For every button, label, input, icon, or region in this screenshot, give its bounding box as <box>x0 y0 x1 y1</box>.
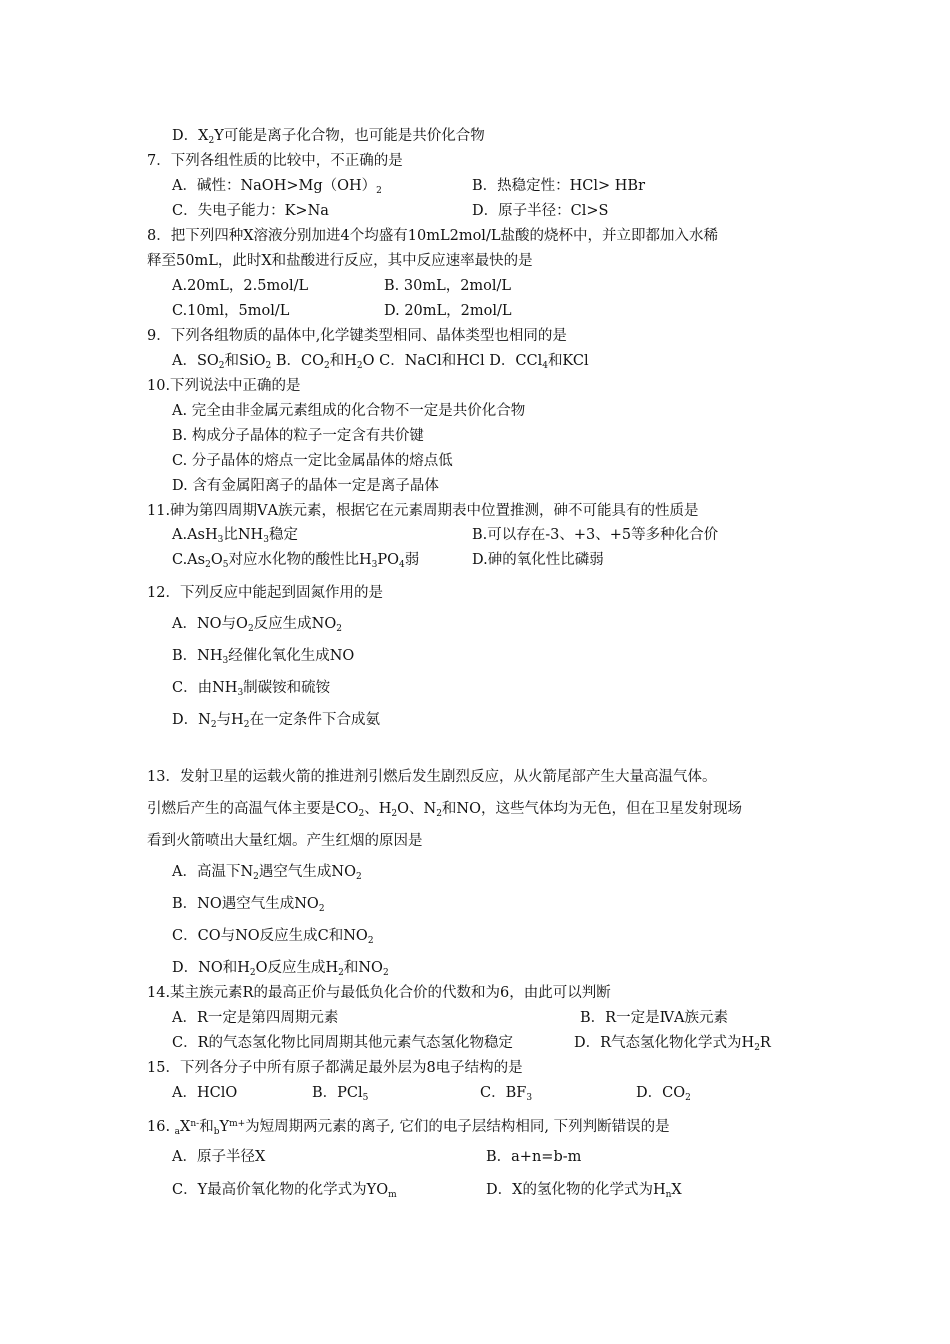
q11-option-b: B.可以存在-3、+3、+5等多种化合价 <box>472 527 719 543</box>
q13-option-d: D．NO和$H_2O$反应生成$H_2$和$NO_2$ <box>172 960 389 978</box>
q16-option-b: B．a+n=b-m <box>486 1149 582 1165</box>
q16-option-c: C．Y最高价氧化物的化学式为$YO_m$ <box>172 1182 397 1200</box>
q8-stem-line1: 8．把下列四种X溶液分别加进4个均盛有10mL2mol/L盐酸的烧杯中，并立即都加入水稀 <box>147 228 718 244</box>
q12-option-c: C．由$NH_3$制碳铵和硫铵 <box>172 680 331 698</box>
q9-options: A．$SO_2$和SiO$_2$ B．$CO_2$和$H_2O$ C．NaCl和HCl D．CCl$_4$和KCl <box>172 353 589 371</box>
q7-option-b: B．热稳定性：HCl> HBr <box>472 178 646 194</box>
q14-stem: 14.某主族元素R的最高正价与最低负化合价的代数和为6，由此可以判断 <box>147 985 611 1001</box>
q8-stem-line2: 释至50mL，此时X和盐酸进行反应，其中反应速率最快的是 <box>147 253 533 269</box>
q12-option-d: D．$N_2$与$H_2$在一定条件下合成氨 <box>172 712 380 730</box>
q10-stem: 10.下列说法中正确的是 <box>147 378 301 394</box>
q15-option-a: A．HClO <box>172 1085 238 1101</box>
q13-stem-line3: 看到火箭喷出大量红烟。产生红烟的原因是 <box>147 833 423 849</box>
q13-stem-line2: 引燃后产生的高温气体主要是$CO_2$、$H_2O$、$N_2$和NO，这些气体均为无色，但在卫星发射现场 <box>147 801 742 819</box>
q14-option-a: A．R一定是第四周期元素 <box>172 1010 339 1026</box>
q11-option-c: $C.As_2O_5$对应水化物的酸性比$H_3PO_4$弱 <box>172 552 420 570</box>
q15-option-c: C．$BF_3$ <box>480 1085 533 1103</box>
q6-option-d: D．$X_2Y$可能是离子化合物，也可能是共价化合物 <box>172 128 485 146</box>
q8-option-d: D. 20mL，2mol/L <box>384 303 512 319</box>
q7-option-a: A．碱性：$NaOH>Mg(OH)_2$ <box>172 178 382 196</box>
q11-option-a: A.AsH$_3$比$NH_3$稳定 <box>172 527 298 545</box>
q12-option-b: B．$NH_3$经催化氧化生成NO <box>172 648 355 666</box>
q12-stem: 12．下列反应中能起到固氮作用的是 <box>147 585 383 601</box>
q14-option-b: B．R一定是ⅣA族元素 <box>580 1010 729 1026</box>
q13-option-c: C．CO与NO反应生成C和$NO_2$ <box>172 928 374 946</box>
q13-stem-line1: 13．发射卫星的运载火箭的推进剂引燃后发生剧烈反应，从火箭尾部产生大量高温气体。 <box>147 769 717 785</box>
q8-option-c: C.10ml，5mol/L <box>172 303 290 319</box>
q16-option-a: A．原子半径X <box>172 1149 266 1165</box>
q7-option-d: D．原子半径：Cl>S <box>472 203 609 219</box>
q10-option-b: B. 构成分子晶体的粒子一定含有共价键 <box>172 428 424 444</box>
q15-option-b: B．PCl$_5$ <box>312 1085 369 1103</box>
q8-option-b: B. 30mL，2mol/L <box>384 278 512 294</box>
q13-option-a: A．高温下$N_2$遇空气生成$NO_2$ <box>172 864 362 882</box>
q10-option-c: C. 分子晶体的熔点一定比金属晶体的熔点低 <box>172 453 453 469</box>
q16-option-d: D．X的氢化物的化学式为$H_nX$ <box>486 1182 682 1200</box>
q13-option-b: B．NO遇空气生成$NO_2$ <box>172 896 325 914</box>
q10-option-a: A. 完全由非金属元素组成的化合物不一定是共价化合物 <box>172 403 526 419</box>
q10-option-d: D. 含有金属阳离子的晶体一定是离子晶体 <box>172 478 439 494</box>
q7-option-c: C．失电子能力：K>Na <box>172 203 329 219</box>
q15-stem: 15．下列各分子中所有原子都满足最外层为8电子结构的是 <box>147 1060 523 1076</box>
q11-stem: 11.砷为第四周期ⅤA族元素，根据它在元素周期表中位置推测，砷不可能具有的性质是 <box>147 503 699 519</box>
q12-option-a: A．NO与$O_2$反应生成$NO_2$ <box>172 616 342 634</box>
q16-stem: 16. $_aX^{n-}$和$_bY^{m+}$为短周期两元素的离子, 它们的电子层结构相同, 下列判断错误的是 <box>147 1119 670 1137</box>
q9-stem: 9．下列各组物质的晶体中,化学键类型相同、晶体类型也相同的是 <box>147 328 567 344</box>
q7-stem: 7．下列各组性质的比较中，不正确的是 <box>147 153 403 169</box>
q14-option-c: C．R的气态氢化物比同周期其他元素气态氢化物稳定 <box>172 1035 514 1051</box>
q15-option-d: D．$CO_2$ <box>636 1085 691 1103</box>
q11-option-d: D.砷的氧化性比磷弱 <box>472 552 604 568</box>
q14-option-d: D．R气态氢化物化学式为$H_2R$ <box>574 1035 771 1053</box>
q8-option-a: A.20mL，2.5mol/L <box>172 278 309 294</box>
